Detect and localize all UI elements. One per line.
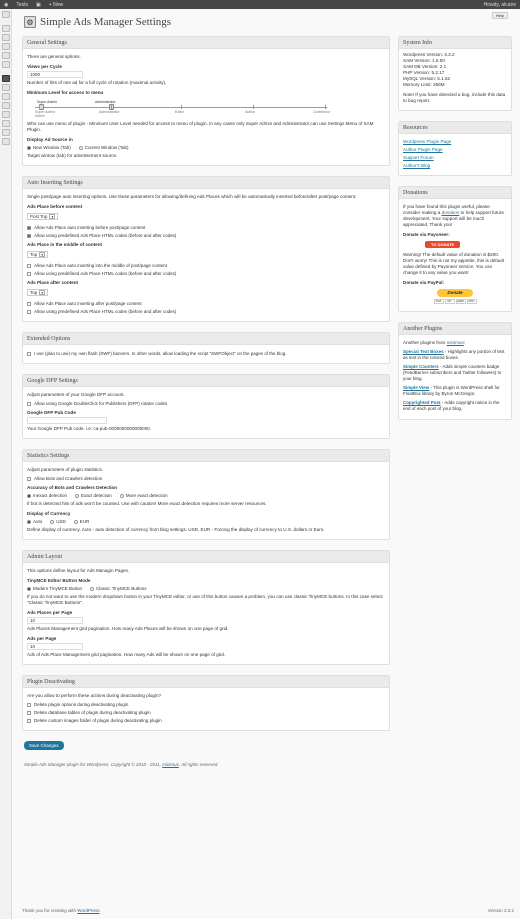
slider-tick-label: Admin: [35, 114, 45, 118]
plugin-deactivating-box: [22, 675, 390, 731]
page-title: Simple Ads Manager Settings: [40, 16, 172, 28]
author-plugins-link[interactable]: minimus: [446, 340, 464, 345]
another-plugins-heading[interactable]: Another Plugins: [399, 323, 511, 335]
extended-options-box: [22, 332, 390, 364]
footer-thanks: Thank you for creating with WordPress.: [22, 908, 101, 913]
admin-layout-box: [22, 550, 390, 665]
dfp-code-label: Google DFP Pub Code: [27, 410, 76, 415]
payoneer-label: Donate via Payoneer:: [403, 232, 450, 237]
resource-link[interactable]: Author's Blog: [403, 163, 431, 168]
access-level-slider[interactable]: [31, 97, 331, 119]
plugins-icon[interactable]: [2, 93, 10, 100]
dfp-code-input[interactable]: [27, 417, 107, 424]
slider-tick-label: Administrator: [99, 110, 120, 114]
chevron-down-icon: ▼: [50, 215, 54, 219]
plugin-item: Simple View - This plugin is WordPress shell for FloatBox library by Byron McGregor.: [403, 385, 500, 396]
plugin-link[interactable]: Special Text Boxes: [403, 349, 444, 354]
resources-box: [398, 121, 512, 176]
plugin-item: Copyrighted Post - Adds copyright notice in the end of each post of your blog.: [403, 400, 500, 411]
donation-warning: Warning! The default value of donation is $200. Don't worry! This is not my appetite, this is default value defined by Payoneer service. You can change it to any value you want!: [403, 252, 504, 275]
views-per-cycle-input[interactable]: 1000: [27, 71, 83, 78]
general-intro: There are general options.: [27, 54, 81, 59]
middle-auto-checkbox[interactable]: Allow Ads Place auto inserting into the middle of post/page content: [27, 263, 385, 268]
pages-icon[interactable]: [2, 52, 10, 59]
after-codes-checkbox[interactable]: Allow using predefined Ads Place HTML codes (before and after codes): [27, 309, 385, 314]
tools-icon[interactable]: [2, 111, 10, 118]
auto-currency-radio[interactable]: Auto: [27, 519, 42, 524]
ads-per-page-input[interactable]: 10: [27, 643, 83, 650]
before-auto-checkbox[interactable]: Allow Ads Place auto inserting before post/page content: [27, 225, 385, 230]
before-content-select[interactable]: Post Top ▼: [27, 213, 58, 220]
author-link[interactable]: minimus: [162, 762, 179, 767]
statistics-settings-heading[interactable]: Statistics Settings: [23, 450, 389, 462]
classic-tinymce-radio[interactable]: Classic TinyMCE Buttons: [90, 586, 147, 591]
links-icon[interactable]: [2, 43, 10, 50]
sysinfo-line: Wordpress Version: 3.3.2: [403, 52, 455, 57]
auto-inserting-box: [22, 176, 390, 322]
ads-per-page-label: Ads per Page: [27, 636, 57, 641]
plugin-credit: Simple Ads Manager plugin for Wordpress. Copyright © 2010 - 2011, minimus. All rights reserved.: [24, 762, 219, 767]
min-level-desc: Who can use menu of plugin - Minimum User Level needed for access to menu of plugin. In any cases only Super Admin and Administrator can use Settings Menu of SAM Plugin.: [27, 121, 374, 132]
card-logos: [403, 299, 507, 304]
plugin-item: Simple Counters - Adds simple counters badge (FeedBurner subscribers and Twitter followers) to your blog.: [403, 364, 502, 381]
slider-tick-label: Super Admin: [35, 110, 56, 114]
resource-link[interactable]: Author Plugin Page: [403, 147, 443, 152]
stats-intro: Adjust parameters of plugin statistics.: [27, 467, 104, 472]
views-label: Views per Cycle: [27, 64, 62, 69]
donation-text: If you have found this plugin useful, please consider making a donation to help support future development. Your support will be much appreciated. Thank you!: [403, 204, 504, 227]
swf-checkbox[interactable]: I use (plan to use) my own flash (SWF) banners. In other words, allow loading the script "SWFObject" on the pages of the blog.: [27, 351, 385, 356]
new-window-radio[interactable]: New Window (Tab): [27, 145, 71, 150]
statistics-settings-box: [22, 449, 390, 540]
extra-menu-icon[interactable]: [2, 129, 10, 136]
dfp-intro: Adjust parameters of your Google DFP account.: [27, 392, 125, 397]
modern-tinymce-radio[interactable]: Modern TinyMCE Button: [27, 586, 82, 591]
before-content-label: Ads Place before content: [27, 204, 83, 209]
comments-icon[interactable]: ▣: [36, 1, 41, 8]
paypal-donate-button[interactable]: Donate: [437, 289, 473, 297]
admin-bar: [0, 0, 520, 9]
target-desc: Target wintow (tab) for advetisement source.: [27, 153, 118, 158]
plugin-link[interactable]: Copyrighted Post: [403, 400, 441, 405]
amex-card-icon: AMEX: [456, 300, 465, 303]
middle-codes-checkbox[interactable]: Allow using predefined Ads Place HTML codes (before and after codes): [27, 271, 385, 276]
posts-icon[interactable]: [2, 25, 10, 32]
current-window-radio[interactable]: Current Window (Tab): [79, 145, 129, 150]
before-codes-checkbox[interactable]: Allow using predefined Ads Place HTML codes (before and after codes): [27, 233, 385, 238]
delete-tables-checkbox[interactable]: Delete database tables of plugin during deactivating plugin: [27, 710, 385, 715]
plugins-intro: Another plugins from minimus:: [403, 340, 466, 345]
donations-heading[interactable]: Donations: [399, 187, 511, 199]
auto-intro: Single post/page auto inserting options. Use these parameters for allowing/defining Ads Places which will be automatically inserted before/after post/page content.: [27, 194, 357, 199]
eur-radio[interactable]: EUR: [74, 519, 90, 524]
sysinfo-line: SAM DB Version: 2.1: [403, 64, 447, 69]
layout-intro: This options define layout for Ads Managin Pages.: [27, 568, 130, 573]
display-ad-label: Display Ad Source in: [27, 137, 73, 142]
mastercard-icon: MC: [445, 299, 455, 304]
plugin-link[interactable]: Simple View: [403, 385, 430, 390]
general-settings-box: [22, 36, 390, 166]
slider-top-label: Administrator: [95, 100, 116, 104]
help-button[interactable]: Help: [492, 12, 508, 19]
extended-options-heading[interactable]: Extended Options: [23, 333, 389, 345]
wordpress-link[interactable]: WordPress: [77, 908, 100, 913]
dfp-settings-heading[interactable]: Google DFP Settings: [23, 375, 389, 387]
middle-content-label: Ads Place in the middle of content: [27, 242, 103, 247]
another-plugins-box: [398, 322, 512, 420]
footer-version: Version 3.3.2: [487, 908, 514, 913]
middle-content-select[interactable]: Top ▼: [27, 251, 48, 258]
general-settings-heading[interactable]: General Settings: [23, 37, 389, 49]
appearance-icon[interactable]: [2, 84, 10, 91]
views-desc: Number of hits of one ad for a full cycle of rotation (maximal activity).: [27, 80, 167, 85]
sysinfo-note: Note! If you have detected a bug, include this data to bug report.: [403, 92, 506, 103]
visa-card-icon: VISA: [434, 299, 444, 304]
chevron-down-icon: ▼: [40, 291, 44, 295]
dashboard-icon[interactable]: [2, 11, 10, 18]
system-info-box: [398, 36, 512, 111]
resource-link[interactable]: Wordpress Plugin Page: [403, 139, 452, 144]
delete-options-checkbox[interactable]: Delete plugin options during deactivating plugin: [27, 702, 385, 707]
sysinfo-line: SAM Version: 1.5.50: [403, 58, 445, 63]
paypal-label: Donate via PayPal:: [403, 280, 445, 285]
site-name[interactable]: Tests: [16, 1, 29, 8]
tinymce-desc: If you do not want to use the modern dropdown button in your TinyMCE editor, or use of this button causes a problem, you can use classic TinyMCE buttons. In this case select "Classic TinyMCE Buttons".: [27, 594, 383, 605]
howdy-user[interactable]: Howdy, alcaire: [483, 1, 516, 8]
admin-layout-heading[interactable]: Admin Layout: [23, 551, 389, 563]
collapse-menu-icon[interactable]: [2, 138, 10, 145]
donation-link[interactable]: donation: [441, 210, 460, 215]
sysinfo-line: PHP Version: 5.2.17: [403, 70, 445, 75]
slider-tick-label: Editor: [175, 110, 185, 114]
usd-radio[interactable]: USD: [50, 519, 66, 524]
plugin-link[interactable]: Simple Counters: [403, 364, 439, 369]
dfp-checkbox[interactable]: Allow using Google DoubleClick for Publishers (DFP) rotator codes: [27, 401, 385, 406]
more-exact-radio[interactable]: More exact detection: [120, 493, 168, 498]
users-icon[interactable]: [2, 102, 10, 109]
new-content-link[interactable]: + New: [48, 1, 64, 8]
sysinfo-line: Memory Limit: 256M: [403, 82, 445, 87]
places-per-page-input[interactable]: 10: [27, 617, 83, 624]
admin-footer: [22, 908, 514, 913]
auto-inserting-heading[interactable]: Auto Inserting Settings: [23, 177, 389, 189]
deact-intro: Are you allow to perform these actions during deactivating plugin?: [27, 693, 162, 698]
tinymce-label: TinyMCE Editor Button Mode: [27, 578, 91, 583]
after-content-label: Ads Place after content: [27, 280, 79, 285]
save-changes-button[interactable]: Save Changes: [24, 741, 64, 750]
min-level-label: Minimum Level for access to menu: [27, 90, 104, 95]
accuracy-desc: If bot is detected hits of ads won't be counted. Use with caution! More exact detection requires more server resources.: [27, 501, 267, 506]
settings-page-icon: ⚙: [24, 16, 36, 28]
dfp-settings-box: [22, 374, 390, 439]
currency-label: Display of Currency: [27, 511, 71, 516]
accuracy-label: Accuracy of Bots and Crawlers Detection: [27, 485, 118, 490]
inexact-radio[interactable]: Inexact detection: [27, 493, 67, 498]
places-desc: Ads Places Management grid pagination. How many Ads Places will be shown on one page of grid.: [27, 626, 229, 631]
resource-link[interactable]: Support Forum: [403, 155, 434, 160]
places-per-page-label: Ads Places per Page: [27, 610, 73, 615]
system-info-heading[interactable]: System Info: [399, 37, 511, 49]
slider-tick-label: Contributor: [313, 110, 331, 114]
plugin-deactivating-heading[interactable]: Plugin Deactivating: [23, 676, 389, 688]
bots-checkbox[interactable]: Allow Bots and Crawlers detection: [27, 476, 385, 481]
resources-heading[interactable]: Resources: [399, 122, 511, 134]
donations-box: [398, 186, 512, 312]
slider-top-label: Super Admin: [37, 100, 58, 104]
comments-menu-icon[interactable]: [2, 61, 10, 68]
chevron-down-icon: ▼: [40, 253, 44, 257]
wp-logo-icon[interactable]: ◉: [4, 1, 9, 8]
discover-card-icon: DISC: [467, 299, 477, 304]
after-auto-checkbox[interactable]: Allow Ads Place auto inserting after post/page content: [27, 301, 385, 306]
slider-tick-label: Author: [245, 110, 256, 114]
ads-desc: Ads of Ads Place Management grid pagination. How many Ads will be shown on one page of grid.: [27, 652, 226, 657]
sysinfo-line: MySQL Version: 5.1.62: [403, 76, 451, 81]
plugin-item: Special Text Boxes - Highlights any portion of text as text in the colored boxes.: [403, 349, 505, 360]
after-content-select[interactable]: Top ▼: [27, 289, 48, 296]
media-icon[interactable]: [2, 34, 10, 41]
exact-radio[interactable]: Exact detection: [75, 493, 112, 498]
delete-images-checkbox[interactable]: Delete custom images folder of plugin during deactivating plugin: [27, 718, 385, 723]
ads-menu-icon[interactable]: [2, 75, 10, 82]
settings-icon[interactable]: [2, 120, 10, 127]
currency-desc: Define display of currency. Auto - auto detection of currency from blog settings. USD, EUR - Forcing the display of currency to U.S. dollars or Euro.: [27, 527, 325, 532]
admin-menu: [0, 9, 12, 919]
dfp-code-desc: Your Google DFP Pub code. i.e: ca-pub-0000000000000000.: [27, 426, 152, 431]
payoneer-donate-button[interactable]: TO DONATE: [425, 241, 460, 248]
